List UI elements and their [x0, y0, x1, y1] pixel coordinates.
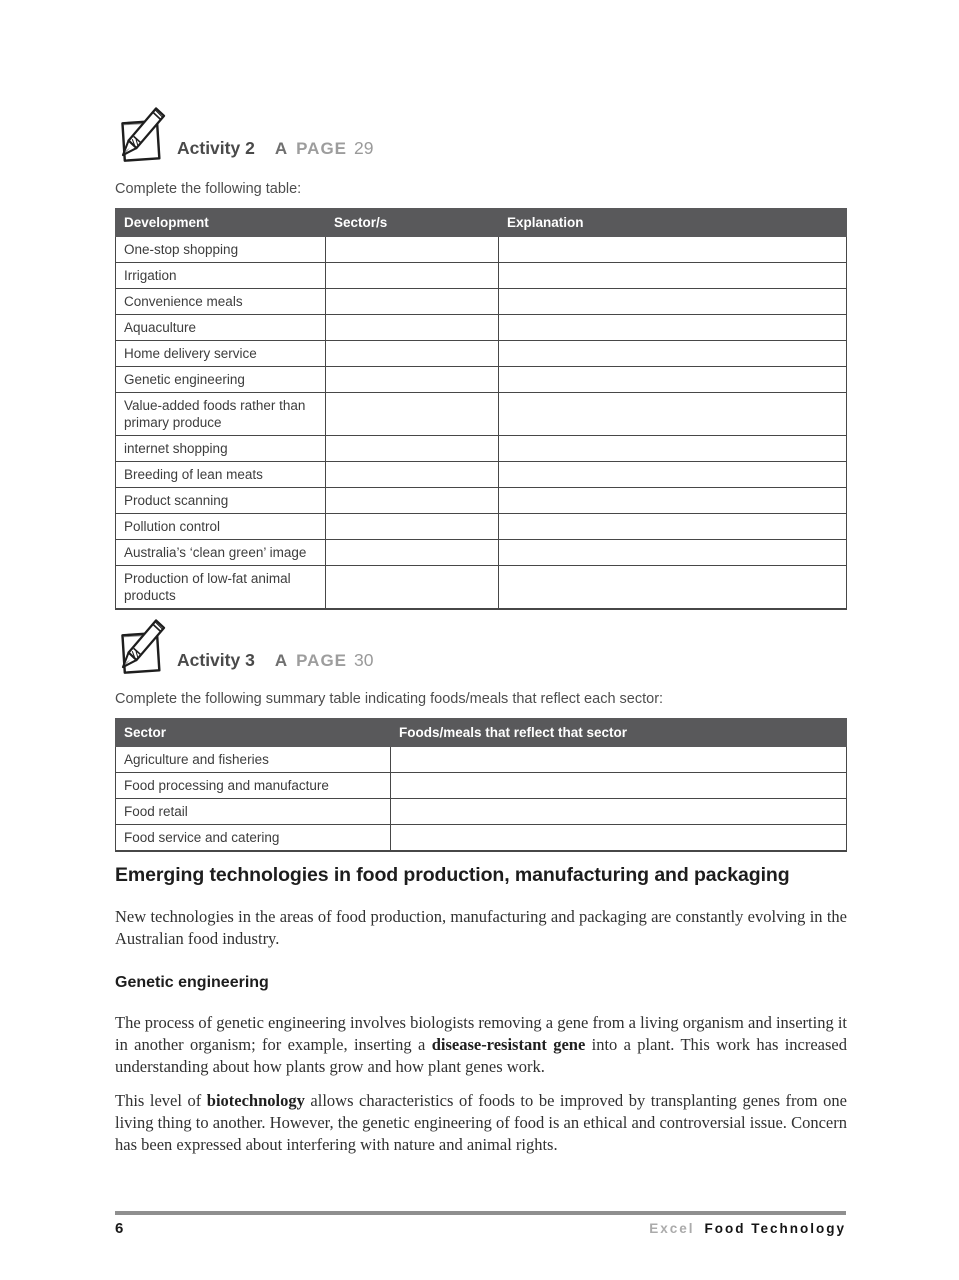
explanation-answer-cell	[499, 341, 847, 367]
activity3-header	[115, 616, 373, 678]
explanation-answer-cell	[499, 488, 847, 514]
sector-answer-cell	[326, 540, 499, 566]
sector-answer-cell	[326, 367, 499, 393]
ref-page-number: 29	[354, 138, 374, 158]
activity3-table	[115, 718, 847, 852]
sector-answer-cell	[326, 341, 499, 367]
development-cell: Irrigation	[116, 263, 326, 289]
development-cell: Pollution control	[116, 514, 326, 540]
development-cell: internet shopping	[116, 436, 326, 462]
pencil-note-icon	[115, 104, 171, 166]
explanation-answer-cell	[499, 315, 847, 341]
development-cell: Value-added foods rather than primary produce	[116, 393, 326, 436]
development-cell: Convenience meals	[116, 289, 326, 315]
col-header-foods-meals: Foods/meals that reflect that sector	[391, 719, 847, 747]
sector-answer-cell	[326, 237, 499, 263]
sector-answer-cell	[326, 488, 499, 514]
development-cell: Product scanning	[116, 488, 326, 514]
table-row	[116, 540, 847, 566]
table-row	[116, 488, 847, 514]
table-row	[116, 747, 847, 773]
foods-answer-cell	[391, 773, 847, 799]
explanation-answer-cell	[499, 566, 847, 610]
sector-answer-cell	[326, 289, 499, 315]
body-paragraph: The process of genetic engineering involves biologists removing a gene from a living organism and inserting it in another organism; for example, inserting a disease-resistant gene into a plant. This work has increased understanding about how plants grow and how plant genes work.	[115, 1013, 847, 1076]
explanation-answer-cell	[499, 393, 847, 436]
pencil-note-icon	[115, 616, 171, 678]
explanation-answer-cell	[499, 263, 847, 289]
table-row	[116, 341, 847, 367]
activity2-instruction: Complete the following table:	[115, 181, 302, 197]
explanation-answer-cell	[499, 367, 847, 393]
sector-answer-cell	[326, 393, 499, 436]
sector-cell: Food retail	[116, 799, 391, 825]
table-row	[116, 393, 847, 436]
foods-answer-cell	[391, 799, 847, 825]
ref-letter: A	[274, 139, 288, 158]
development-cell: Australia’s ‘clean green’ image	[116, 540, 326, 566]
sector-cell: Food processing and manufacture	[116, 773, 391, 799]
activity-title: Activity 3	[177, 650, 255, 670]
explanation-answer-cell	[499, 462, 847, 488]
sector-answer-cell	[326, 263, 499, 289]
table-row	[116, 237, 847, 263]
activity-title: Activity 2	[177, 138, 255, 158]
sector-answer-cell	[326, 514, 499, 540]
sector-answer-cell	[326, 462, 499, 488]
body-paragraph: This level of biotechnology allows characteristics of foods to be improved by transplanting genes from one living thing to another. However, the genetic engineering of food is an ethical and controversial issue. Concern has been expressed about interfering with nature and animal rights.	[115, 1091, 847, 1154]
development-cell: Breeding of lean meats	[116, 462, 326, 488]
explanation-answer-cell	[499, 436, 847, 462]
page-number: 6	[115, 1220, 124, 1237]
table-header-row	[116, 209, 847, 237]
activity3-instruction: Complete the following summary table indicating foods/meals that reflect each sector:	[115, 691, 664, 707]
table-header-row	[116, 719, 847, 747]
activity2-header	[115, 104, 373, 166]
table-row	[116, 566, 847, 610]
development-cell: Home delivery service	[116, 341, 326, 367]
table-row	[116, 367, 847, 393]
table-row	[116, 263, 847, 289]
page-footer	[115, 1220, 846, 1237]
intro-paragraph: New technologies in the areas of food production, manufacturing and packaging are constantly evolving in the Australian food industry.	[115, 907, 847, 948]
explanation-answer-cell	[499, 540, 847, 566]
table-row	[116, 799, 847, 825]
brand-series: Excel	[649, 1221, 695, 1236]
table-row	[116, 773, 847, 799]
foods-answer-cell	[391, 747, 847, 773]
ref-page-label: PAGE	[296, 139, 348, 158]
development-cell: Production of low-fat animal products	[116, 566, 326, 610]
col-header-development: Development	[116, 209, 326, 237]
col-header-sector: Sector	[116, 719, 391, 747]
sector-answer-cell	[326, 566, 499, 610]
explanation-answer-cell	[499, 289, 847, 315]
section-heading: Emerging technologies in food production, manufacturing and packaging	[115, 864, 790, 886]
table-row	[116, 436, 847, 462]
foods-answer-cell	[391, 825, 847, 852]
table-row	[116, 315, 847, 341]
sector-cell: Agriculture and fisheries	[116, 747, 391, 773]
activity2-table	[115, 208, 847, 610]
table-row	[116, 289, 847, 315]
development-cell: Aquaculture	[116, 315, 326, 341]
ref-page-label: PAGE	[296, 651, 348, 670]
ref-letter: A	[274, 651, 288, 670]
footer-divider	[115, 1211, 846, 1215]
book-brand	[649, 1221, 846, 1236]
col-header-explanation: Explanation	[499, 209, 847, 237]
subsection-heading: Genetic engineering	[115, 974, 269, 991]
sector-cell: Food service and catering	[116, 825, 391, 852]
sector-answer-cell	[326, 315, 499, 341]
col-header-sectors: Sector/s	[326, 209, 499, 237]
table-row	[116, 514, 847, 540]
ref-page-number: 30	[354, 650, 374, 670]
development-cell: One-stop shopping	[116, 237, 326, 263]
sector-answer-cell	[326, 436, 499, 462]
table-row	[116, 825, 847, 852]
explanation-answer-cell	[499, 237, 847, 263]
explanation-answer-cell	[499, 514, 847, 540]
brand-title: Food Technology	[704, 1221, 846, 1236]
table-row	[116, 462, 847, 488]
development-cell: Genetic engineering	[116, 367, 326, 393]
